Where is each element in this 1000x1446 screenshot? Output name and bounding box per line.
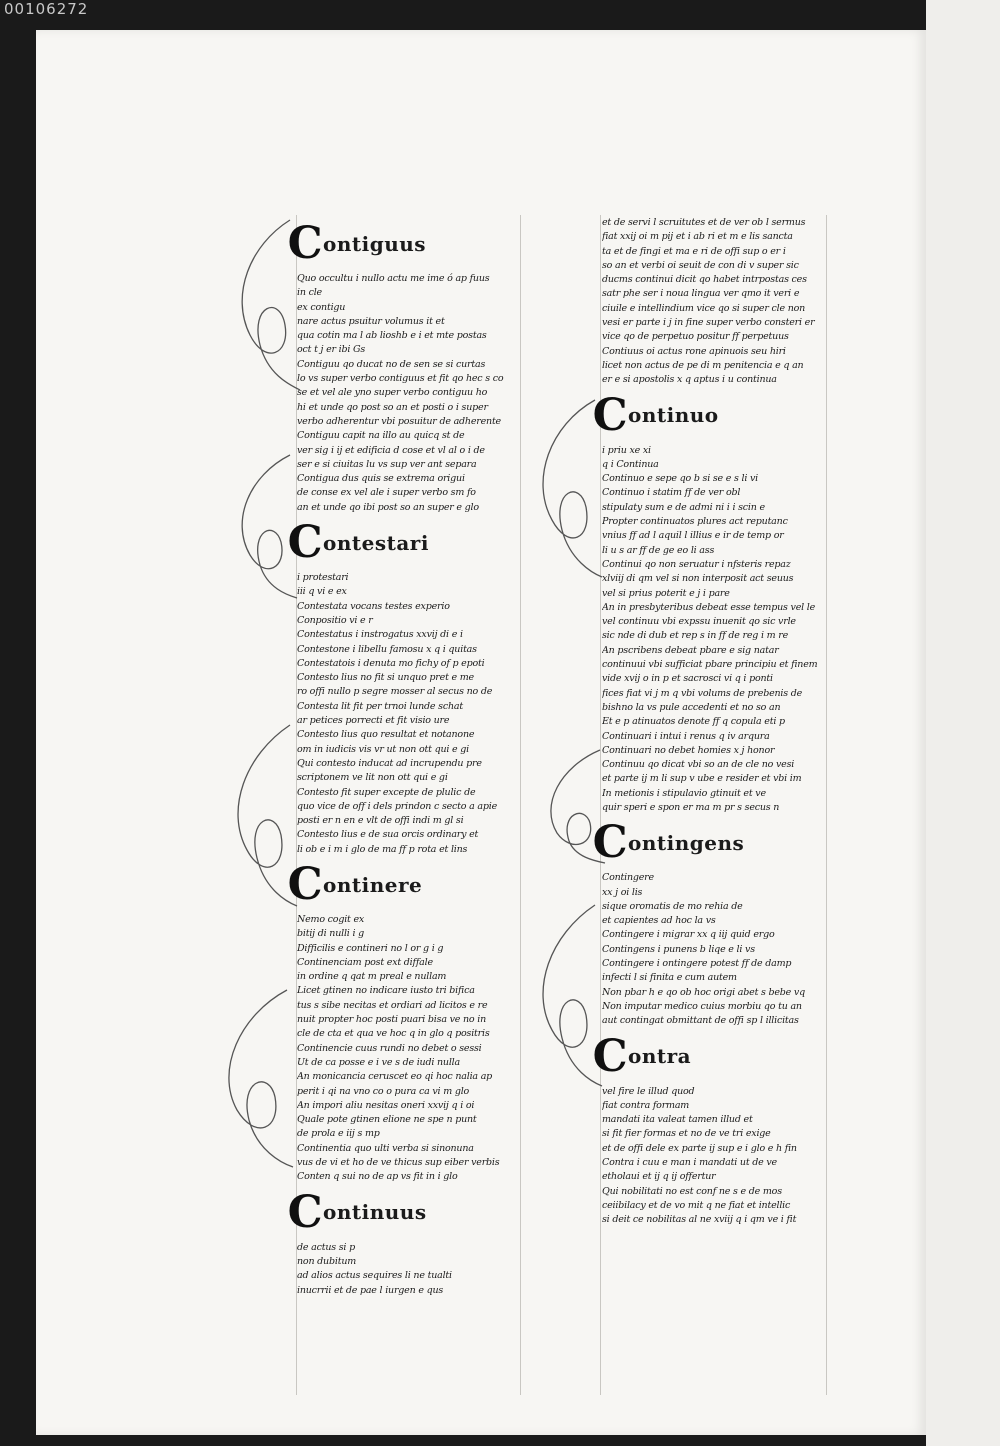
text-line: Ut de ca posse e i ve s de iudi nulla bbox=[297, 1056, 460, 1068]
text-block bbox=[602, 871, 824, 1028]
headword: ontingens bbox=[628, 831, 745, 856]
entry-heading bbox=[592, 817, 824, 869]
text-line: i priu xe xi bbox=[602, 444, 651, 456]
text-line: nare actus psuitur volumus it et bbox=[297, 315, 445, 327]
text-line: Contestatois i denuta mo fichy of p epoti bbox=[297, 657, 485, 669]
text-line: In metionis i stipulavio gtinuit et ve bbox=[602, 787, 766, 799]
text-line: et de offi dele ex parte ij sup e i glo e h fin bbox=[602, 1142, 797, 1154]
text-line: vus de vi et ho de ve thicus sup eiber verbis bbox=[297, 1157, 500, 1169]
text-line: Contiguu capit na illo au quicq st de bbox=[297, 430, 465, 442]
text-line: Contigua dus quis se extrema origui bbox=[297, 473, 465, 485]
text-line: vel continuu vbi expssu inuenit qo sic vrle bbox=[602, 616, 796, 628]
text-line: Conpositio vi e r bbox=[297, 614, 373, 626]
text-line: bitij di nulli i g bbox=[297, 928, 364, 940]
text-line: Contestata vocans testes experio bbox=[297, 600, 450, 612]
text-line: fices fiat vi j m q vbi volums de prebenis de bbox=[602, 687, 803, 699]
text-line: sique oromatis de mo rehia de bbox=[602, 900, 743, 912]
text-line: vnius ff ad l aquil l illius e ir de temp or bbox=[602, 530, 784, 542]
text-line: vel fire le illud quod bbox=[602, 1085, 695, 1097]
text-line: ducms continui dicit qo habet intrpostas ces bbox=[602, 274, 807, 286]
text-line: si deit ce nobilitas al ne xviij q i qm ve i fit bbox=[602, 1214, 797, 1226]
text-block bbox=[602, 444, 824, 816]
text-line: lo vs super verbo contiguus et fit qo hec s co bbox=[297, 373, 504, 385]
text-line: Nemo cogit ex bbox=[297, 913, 365, 925]
text-line: ver sig i ij et edificia d cose et vl al o i de bbox=[297, 444, 485, 456]
text-line: infecti l si finita e cum autem bbox=[602, 972, 737, 984]
text-line: Non imputar medico cuius morbiu qo tu an bbox=[602, 1000, 802, 1012]
text-line: An monicancia ceruscet eo qi hoc nalia ap bbox=[297, 1071, 493, 1083]
text-line: Contestatus i instrogatus xxvij di e i bbox=[297, 629, 463, 641]
text-line: Qui nobilitati no est conf ne s e de mos bbox=[602, 1185, 782, 1197]
text-line: Contingere i migrar xx q iij quid ergo bbox=[602, 929, 775, 941]
text-block bbox=[602, 216, 824, 388]
text-line: ser e si ciuitas lu vs sup ver ant separa bbox=[297, 458, 477, 470]
text-line: etholaui et ij q ij offertur bbox=[602, 1171, 716, 1183]
text-line: cle de cta et qua ve hoc q in glo q positris bbox=[297, 1028, 490, 1040]
text-line: quo vice de off i dels prindon c secto a apie bbox=[297, 800, 498, 812]
text-block bbox=[297, 272, 519, 515]
text-line: iii q vi e ex bbox=[297, 586, 347, 598]
text-line: Contiguu qo ducat no de sen se si curtas bbox=[297, 358, 486, 370]
text-line: Non pbar h e qo ob hoc origi abet s bebe vq bbox=[602, 986, 805, 998]
text-line: xlviij di qm vel si non interposit act seuus bbox=[602, 573, 794, 585]
ruling-line bbox=[520, 215, 521, 1395]
text-line: de prola e iij s mp bbox=[297, 1128, 380, 1140]
adjacent-page-edge bbox=[926, 0, 1000, 1446]
decorated-initial: C bbox=[592, 1030, 628, 1082]
text-line: om in iudicis vis vr ut non ott qui e gi bbox=[297, 743, 470, 755]
text-line: Contingere bbox=[602, 872, 654, 884]
text-line: Licet gtinen no indicare iusto tri bifica bbox=[297, 985, 475, 997]
text-line: an et unde qo ibi post so an super e glo bbox=[297, 501, 479, 513]
headword: ontinuo bbox=[628, 403, 719, 428]
text-line: vice qo de perpetuo positur ff perpetuus bbox=[602, 331, 789, 343]
decorated-initial: C bbox=[592, 817, 628, 869]
text-line: et capientes ad hoc la vs bbox=[602, 915, 716, 927]
text-line: i protestari bbox=[297, 572, 349, 584]
headword: ontinere bbox=[323, 872, 423, 897]
text-line: licet non actus de pe di m penitencia e q an bbox=[602, 359, 804, 371]
text-block bbox=[297, 1241, 519, 1298]
entry-heading bbox=[287, 1186, 519, 1238]
text-line: vide xvij o in p et sacrosci vi q i ponti bbox=[602, 673, 773, 685]
headword: ontiguus bbox=[323, 231, 427, 256]
entry-heading bbox=[287, 517, 519, 569]
text-line: An in presbyteribus debeat esse tempus vel le bbox=[602, 601, 816, 613]
text-block bbox=[297, 571, 519, 857]
text-line: posti er n en e vlt de offi indi m gl si bbox=[297, 815, 464, 827]
text-block bbox=[297, 913, 519, 1185]
text-line: so an et verbi oi seuit de con di v super sic bbox=[602, 259, 799, 271]
text-line: Continui qo non seruatur i nfsteris repaz bbox=[602, 558, 791, 570]
right-text-column bbox=[592, 216, 824, 1228]
text-line: Contra i cuu e man i mandati ut de ve bbox=[602, 1157, 777, 1169]
text-line: in ordine q qat m preal e nullam bbox=[297, 971, 447, 983]
text-line: hi et unde qo post so an et posti o i super bbox=[297, 401, 488, 413]
text-line: stipulaty sum e de admi ni i i scin e bbox=[602, 501, 765, 513]
text-line: Quo occultu i nullo actu me ime ó ap fuus bbox=[297, 273, 490, 284]
text-line: An impori aliu nesitas oneri xxvij q i oi bbox=[297, 1099, 475, 1111]
text-line: Continenciam post ext diffale bbox=[297, 956, 433, 968]
text-line: mandati ita valeat tamen illud et bbox=[602, 1114, 753, 1126]
text-line: Contesto lius quo resultat et notanone bbox=[297, 729, 475, 741]
text-line: vel si prius poterit e j i pare bbox=[602, 587, 730, 599]
text-line: continuui vbi sufficiat pbare principiu et finem bbox=[602, 659, 818, 671]
text-line: qua cotin ma l ab lioshb e i et mte postas bbox=[297, 330, 487, 342]
text-line: aut contingat obmittant de offi sp l illicitas bbox=[602, 1015, 799, 1027]
text-line: de conse ex vel ale i super verbo sm fo bbox=[297, 487, 476, 499]
text-line: Contestone i libellu famosu x q i quitas bbox=[297, 643, 477, 655]
text-line: Continuo e sepe qo b si se e s li vi bbox=[602, 473, 759, 485]
text-line: inucrrii et de pae l iurgen e qus bbox=[297, 1284, 444, 1296]
text-line: Contesto fit super excepte de plulic de bbox=[297, 786, 476, 798]
decorated-initial: C bbox=[287, 517, 323, 569]
text-line: Continentia quo ulti verba si sinonuna bbox=[297, 1142, 474, 1154]
text-line: ceiibilacy et de vo mit q ne fiat et intellic bbox=[602, 1199, 791, 1211]
text-line: sic nde di dub et rep s in ff de reg i m re bbox=[602, 630, 789, 642]
text-line: oct t j er ibi Gs bbox=[297, 344, 366, 356]
decorated-initial: C bbox=[287, 1186, 323, 1238]
headword: ontra bbox=[628, 1044, 692, 1069]
text-line: ad alios actus sequires li ne tualti bbox=[297, 1270, 452, 1282]
corner-label: 00106272 bbox=[4, 0, 89, 18]
decorated-initial: C bbox=[287, 218, 323, 269]
text-block bbox=[602, 1085, 824, 1228]
left-text-column bbox=[287, 216, 519, 1298]
text-line: er e si apostolis x q aptus i u continua bbox=[602, 374, 777, 386]
decorated-initial: C bbox=[287, 858, 323, 910]
text-line: ta et de fingi et ma e ri de offi sup o er i bbox=[602, 245, 786, 257]
text-line: tus s sibe necitas et ordiari ad licitos e re bbox=[297, 999, 488, 1011]
text-line: fiat xxij oi m pij et i ab ri et m e lis sancta bbox=[602, 231, 793, 243]
text-line: Conten q sui no de ap vs fit in i glo bbox=[297, 1171, 458, 1183]
text-line: Continuari i intui i renus q iv arqura bbox=[602, 730, 770, 742]
text-line: q i Continua bbox=[602, 458, 659, 470]
text-line: quir speri e spon er ma m pr s secus n bbox=[602, 801, 780, 813]
text-line: Contesta lit fit per trnoi lunde schat bbox=[297, 700, 463, 712]
text-line: de actus si p bbox=[297, 1241, 355, 1253]
headword: ontestari bbox=[323, 530, 429, 555]
text-line: Continuari no debet homies x j honor bbox=[602, 744, 775, 756]
headword: ontinuus bbox=[323, 1200, 427, 1225]
text-line: An pscribens debeat pbare e sig natar bbox=[602, 644, 779, 656]
text-line: verbo adherentur vbi posuitur de adherente bbox=[297, 415, 501, 427]
text-line: si fit fier formas et no de ve tri exige bbox=[602, 1128, 771, 1140]
decorated-initial: C bbox=[592, 389, 628, 441]
text-line: nuit propter hoc posti puari bisa ve no in bbox=[297, 1014, 487, 1026]
text-line: li u s ar ff de ge eo li ass bbox=[602, 544, 715, 556]
text-line: Quale pote gtinen elione ne spe n punt bbox=[297, 1114, 477, 1126]
text-line: scriptonem ve lit non ott qui e gi bbox=[297, 772, 448, 784]
text-line: Et e p atinuatos denote ff q copula eti p bbox=[602, 716, 785, 728]
ruling-line bbox=[826, 215, 827, 1395]
text-line: perit i qi na vno co o pura ca vi m glo bbox=[297, 1085, 470, 1097]
text-line: satr phe ser i noua lingua ver qmo it veri e bbox=[602, 288, 800, 300]
text-line: Contesto lius no fit si unquo pret e me bbox=[297, 672, 474, 684]
text-line: ar petices porrecti et fit visio ure bbox=[297, 715, 450, 727]
text-line: se et vel ale yno super verbo contiguu ho bbox=[297, 387, 488, 399]
entry-heading bbox=[287, 218, 519, 269]
text-line: bishno la vs pule accedenti et no so an bbox=[602, 701, 781, 713]
text-line: ex contigu bbox=[297, 301, 346, 313]
text-line: Contingere i ontingere potest ff de damp bbox=[602, 958, 792, 970]
text-line: Contesto lius e de sua orcis ordinary et bbox=[297, 829, 479, 841]
text-line: Contiuus oi actus rone apinuois seu hiri bbox=[602, 345, 786, 357]
text-line: et de servi l scruitutes et de ver ob l sermus bbox=[602, 217, 806, 228]
text-line: vesi er parte i j in fine super verbo consteri er bbox=[602, 317, 815, 329]
pen-flourish-icon bbox=[215, 985, 305, 1170]
text-line: ciuile e intellindium vice qo si super cle non bbox=[602, 302, 806, 314]
text-line: ro offi nullo p segre mosser al secus no de bbox=[297, 686, 493, 698]
text-line: xx j oi lis bbox=[602, 886, 643, 898]
text-line: Difficilis e contineri no l or g i g bbox=[297, 942, 444, 954]
text-line: Continuu qo dicat vbi so an de cle no vesi bbox=[602, 759, 795, 771]
text-line: Contingens i punens b liqe e li vs bbox=[602, 943, 755, 955]
text-line: et parte ij m li sup v ube e resider et vbi im bbox=[602, 773, 802, 785]
text-line: Continencie cuus rundi no debet o sessi bbox=[297, 1042, 482, 1054]
text-line: non dubitum bbox=[297, 1255, 357, 1267]
text-line: Qui contesto inducat ad incrupendu pre bbox=[297, 757, 482, 769]
text-line: li ob e i m i glo de ma ff p rota et lins bbox=[297, 843, 468, 855]
entry-heading bbox=[592, 389, 824, 441]
text-line: Propter continuatos plures act reputanc bbox=[602, 516, 788, 528]
text-line: Continuo i statim ff de ver obl bbox=[602, 487, 741, 499]
text-line: fiat contra formam bbox=[602, 1099, 690, 1111]
entry-heading bbox=[287, 858, 519, 910]
entry-heading bbox=[592, 1030, 824, 1082]
text-line: in cle bbox=[297, 287, 322, 299]
